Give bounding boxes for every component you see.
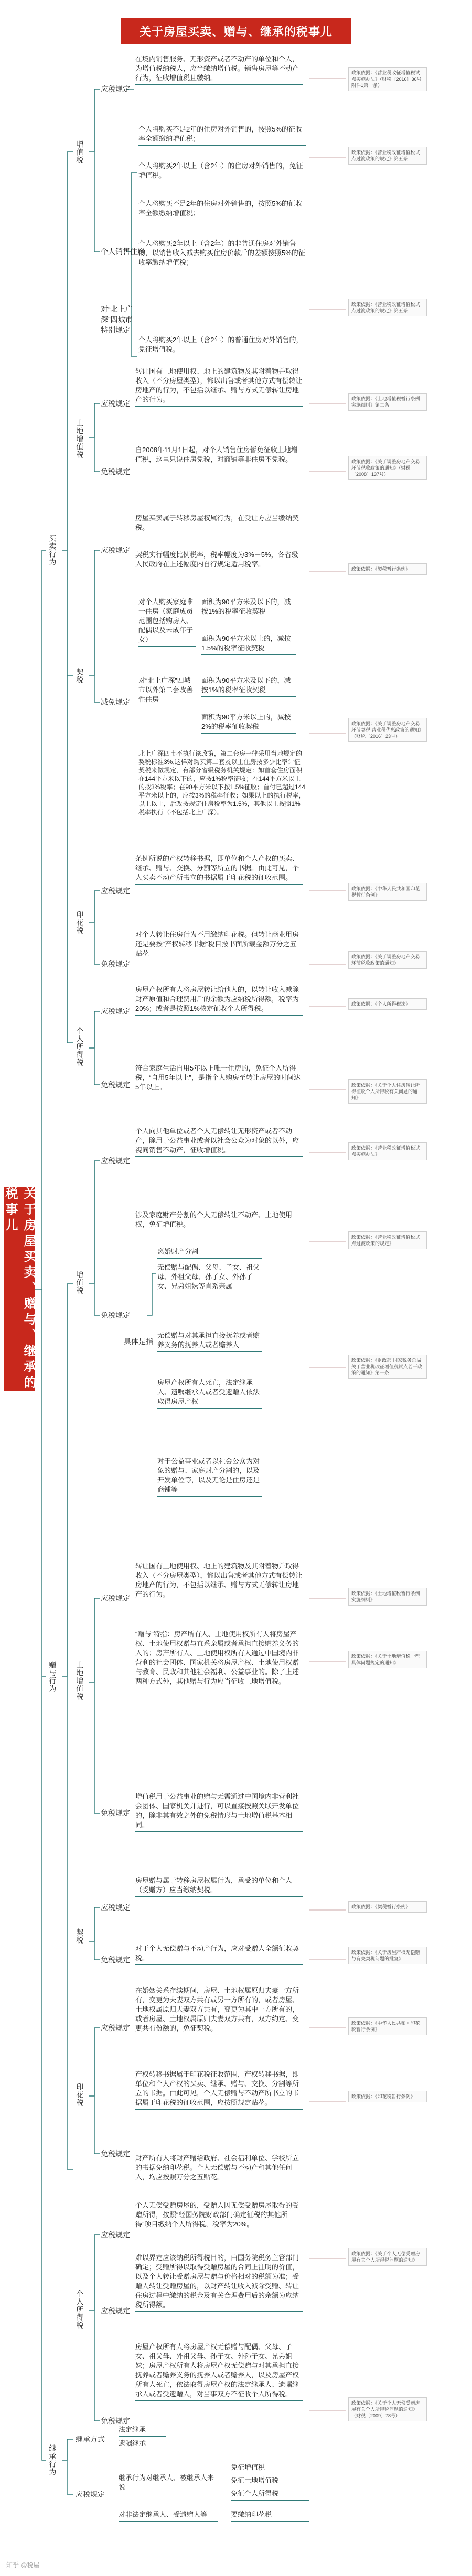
gift-vat-detail-label[interactable]: 具体是指 <box>124 1337 153 1346</box>
sale-deed-taxable-text1: 房屋买卖属于转移房屋权属行为，在受让方应当缴纳契税。 <box>135 514 303 534</box>
policy-note-7: 政策依据：《关于调整房地产交易环节契税 营业税优惠政策的通知》（财税〔2016〕23号） <box>348 718 427 742</box>
sale-deed-family-90: 面积为90平方米及以下的，减按1%的税率征收契税 <box>201 597 296 618</box>
sale-vat-exempt-2yr: 个人将购买2年以上（含2年）的住房对外销售的，免征增值税。 <box>138 161 306 182</box>
inherit-row1-right2: 免征土地增值税 <box>231 2476 309 2487</box>
gift-lvat-taxable-text: 转让国有土地使用权、地上的建筑物及其附着物并取得收入（不分房屋类型），都以出售或者其他方式有偿转让房地产的行为，不包括以继承、赠与方式无偿转让房地产的行为。 <box>135 1562 303 1601</box>
inherit-method-label[interactable]: 继承方式 <box>76 2435 105 2443</box>
sale-deed-second-label: 对“北上广深”四城市以外第二套改善性住房 <box>138 676 196 706</box>
gift-vat-public-label: 对于公益事业或者以社会公众为对象的赠与、家庭财产分割的，以及开发单位等，以及无论是住房还是商铺等 <box>157 1457 262 1497</box>
policy-note-4: 政策依据：《土地增值税暂行条例实施细则》第二条 <box>348 393 427 411</box>
sale-deed-reduced[interactable]: 减免规定 <box>101 698 130 706</box>
gift-deed-label[interactable]: 契税 <box>76 1928 84 1944</box>
inherit-row2-left: 对非法定继承人、受遗赠人等 <box>119 2510 218 2522</box>
gift-stamp-taxable[interactable]: 应税规定 <box>101 2024 130 2032</box>
policy-note-2: 政策依据：《营业税改征增值税试点过渡政策的规定》第五条 <box>348 147 427 165</box>
policy-note-14: 政策依据：《财政部 国家税务总局关于营业税改征增值税试点若干政策的通知》第一条 <box>348 1355 427 1379</box>
page-title: 关于房屋买卖、赠与、继承的税事儿 <box>121 18 351 44</box>
sale-deed-second-90: 面积为90平方米及以下的，减按1%的税率征收契税 <box>201 676 296 697</box>
branch-gift[interactable]: 赠与行为 <box>48 1661 57 1693</box>
sale-vat-taxable-text: 在境内销售服务、无形资产或者不动产的单位和个人，为增值税纳税人，应当缴纳增值税。销售房屋等不动产行为，征收增值税且缴纳。 <box>135 54 303 85</box>
gift-deed-taxable[interactable]: 应税规定 <box>101 1903 130 1912</box>
gift-iit-exempt-text: 房屋产权所有人将房屋产权无偿赠与配偶、父母、子女、祖父母、外祖父母、孙子女、外孙子女、兄弟姐妹；房屋产权所有人将房屋产权无偿赠与对其承担直接抚养或者赡养义务的抚养人或者赡养人，以及房屋产权所有人死亡，依法取得房屋产权的法定继承人、遗嘱继承人或者受遗赠人，对当事双方不征收个人所得税。 <box>135 2342 303 2401</box>
branch-inherit[interactable]: 继承行为 <box>48 2444 57 2476</box>
sale-lvat-exempt[interactable]: 免税规定 <box>101 467 130 476</box>
policy-note-22: 政策依据：《关于个人无偿受赠房屋有关个人所得税问题的通知》（财税〔2009〕78号） <box>348 2397 427 2421</box>
sale-stamp-label[interactable]: 印花税 <box>76 911 84 934</box>
policy-note-16: 政策依据：《关于土地增值税一些具体问题规定的通知》 <box>348 1651 427 1668</box>
gift-vat-taxable[interactable]: 应税规定 <box>101 1156 130 1165</box>
sale-iit-exempt[interactable]: 免税规定 <box>101 1080 130 1089</box>
sale-vat-label[interactable]: 增值税 <box>76 140 84 164</box>
inherit-row1-right3: 免征个人所得税 <box>231 2489 309 2501</box>
inherit-row1-left: 继承行为对继承人、被继承人来说 <box>119 2473 218 2494</box>
sale-deed-label[interactable]: 契税 <box>76 668 84 684</box>
gift-iit-taxable[interactable]: 应税规定 <box>101 2231 130 2239</box>
policy-note-19: 政策依据：《中华人民共和国印花税暂行条例》 <box>348 2017 427 2035</box>
sale-vat-bj-nonordinary: 个人将购买2年以上（含2年）的非普通住房对外销售的，以销售收入减去购买住房价款后的差额按照5%的征收率缴纳增值税； <box>138 239 306 269</box>
policy-note-10: 政策依据：《个人所得税法》 <box>348 998 427 1010</box>
sale-vat-bj-ordinary: 个人将购买2年以上（含2年）的普通住房对外销售的，免征增值税。 <box>138 335 306 356</box>
gift-vat-exempt[interactable]: 免税规定 <box>101 1311 130 1319</box>
gift-vat-exempt-text: 涉及家庭财产分割的个人无偿转让不动产、土地使用权，免征增值税。 <box>135 1210 303 1231</box>
gift-lvat-exempt-text2: 增值税用于公益事业的赠与无需通过中国境内非营利社会团体、国家机关并进行，可以直接按照关联开发单位的，除非其有效之外的免税情形与土地增值税基本相同。 <box>135 1792 303 1832</box>
policy-note-15: 政策依据：《土地增值税暂行条例实施细则》 <box>348 1588 427 1606</box>
policy-note-11: 政策依据：《关于个人住房转让所得征收个人所得税有关问题的通知》 <box>348 1079 427 1104</box>
policy-note-6: 政策依据：《契税暂行条例》 <box>348 563 427 575</box>
sale-vat-taxable[interactable]: 应税规定 <box>101 85 130 93</box>
sale-deed-taxable[interactable]: 应税规定 <box>101 546 130 554</box>
sale-vat-general: 个人将购买不足2年的住房对外销售的，按照5%的征收率全额缴纳增值税； <box>138 125 306 146</box>
gift-iit-taxable-text: 个人无偿受赠房屋的，受赠人因无偿受赠房屋取得的受赠所得，按照“经国务院财政部门确定征税的其他所得”项目缴纳个人所得税，税率为20%。 <box>135 2201 303 2231</box>
sale-vat-bj-under2: 个人将购买不足2年的住房对外销售的，按照5%的征收率全额缴纳增值税； <box>138 199 306 220</box>
gift-stamp-label[interactable]: 印花税 <box>76 2083 84 2106</box>
sale-stamp-taxable[interactable]: 应税规定 <box>101 887 130 895</box>
gift-deed-exempt[interactable]: 免税规定 <box>101 1956 130 1964</box>
policy-note-17: 政策依据：《契税暂行条例》 <box>348 1901 427 1913</box>
gift-lvat-taxable[interactable]: 应税规定 <box>101 1594 130 1602</box>
gift-iit-label[interactable]: 个人所得税 <box>76 2290 84 2329</box>
gift-vat-detail-1: 离婚财产分割 <box>157 1247 262 1259</box>
policy-note-20: 政策依据：《印花税暂行条例》 <box>348 2091 427 2102</box>
policy-note-12: 政策依据：《营业税改征增值税试点实施办法》 <box>348 1142 427 1160</box>
inherit-row1-right1: 免征增值税 <box>231 2463 309 2474</box>
policy-note-8: 政策依据：《中华人民共和国印花税暂行条例》 <box>348 883 427 901</box>
sale-deed-bj-text: 北上广深四市不执行该政策，第二套房一律采用当地规定的契税标准3%,这样对购买第二套及以上住房按多少比率计征契税来做规定，有部分省级税务机关规定：如首套住房面积在144平方米以下的，应按1%税率征收；在144平方米以上的按3%税率；在90平方米以下按1.5%征收；首付已超过144平方米以上的，应按3%的税率征收；如果以上的执行税率，以上以上，后改按规定住房税率为1.5%，其他以上按照1%税率执行（不包括北上广深）。 <box>138 749 306 818</box>
inherit-taxable-label[interactable]: 应税规定 <box>76 2490 105 2498</box>
gift-lvat-exempt[interactable]: 免税规定 <box>101 1809 130 1817</box>
sale-deed-second-over90: 面积为90平方米以上的，减按2%的税率征收契税 <box>201 713 296 734</box>
policy-note-13: 政策依据：《营业税改征增值税试点过渡政策的规定》 <box>348 1231 427 1249</box>
gift-stamp-exempt[interactable]: 免税规定 <box>101 2149 130 2158</box>
sale-deed-taxable-text2: 契税实行幅度比例税率，税率幅度为3%－5%，各省级人民政府在上述幅度内自行规定适用税率。 <box>135 550 303 571</box>
gift-stamp-exempt-text2: 财产所有人将财产赠给政府、社会福利单位、学校所立的书据免纳印花税。个人无偿赠与不动产和其他任何人，均应按照万分之五贴花。 <box>135 2154 303 2184</box>
gift-stamp-taxable-text: 在婚姻关系存续期间，房屋、土地权属原归夫妻一方所有，变更为夫妻双方共有或另一方所有的，或者房屋、土地权属原归夫妻双方共有，变更为其中一方所有的，或者房屋、土地权属原归夫妻双方共有，双方约定、变更共有份额的，免征契税。 <box>135 1986 303 2035</box>
sale-iit-label[interactable]: 个人所得税 <box>76 1027 84 1066</box>
sale-vat-beijing-label[interactable]: 对“北上广深”四城市特别规定 <box>101 305 133 334</box>
inherit-row2-right: 要缴纳印花税 <box>231 2510 309 2522</box>
gift-deed-exempt-text: 对于个人无偿赠与不动产行为，应对受赠人全额征收契税。 <box>135 1944 303 1965</box>
sale-stamp-exempt-text: 对个人转让住房行为不用缴纳印花税。但转让商业用房还是要按“产权转移书据”税目按书面所载金额万分之五贴花 <box>135 930 303 960</box>
gift-vat-detail-2: 无偿赠与配偶、父母、子女、祖父母、外祖父母、孙子女、外孙子女、兄弟姐妹等直系亲属 <box>157 1263 262 1293</box>
sale-iit-taxable[interactable]: 应税规定 <box>101 1007 130 1016</box>
gift-land-vat-label[interactable]: 土地增值税 <box>76 1661 84 1700</box>
gift-vat-detail-4: 房屋产权所有人死亡，法定继承人、遗嘱继承人或者受遗赠人依法取得房屋产权 <box>157 1378 262 1409</box>
gift-vat-label[interactable]: 增值税 <box>76 1271 84 1294</box>
policy-note-18: 政策依据：《关于房屋产权无偿赠与有关契税问题的批复》 <box>348 1947 427 1964</box>
sale-vat-individual[interactable]: 个人销售住房 <box>101 247 145 256</box>
sale-deed-family-over90: 面积为90平方米以上的，减按1.5%的税率征收契税 <box>201 634 296 655</box>
inherit-method-will: 遗嘱继承 <box>119 2439 166 2450</box>
watermark: 知乎 @税屋 <box>6 2561 40 2569</box>
sale-stamp-text1: 条例所说的产权转移书据，即单位和个人产权的买卖、继承、赠与、交换、分割等所立的书据。由此可见，个人买卖不动产所书立的书据属于印花税的征收范围。 <box>135 854 303 885</box>
inherit-method-legal: 法定继承 <box>119 2425 166 2437</box>
gift-iit-exempt[interactable]: 免税规定 <box>101 2417 130 2425</box>
sale-iit-taxable-text: 房屋产权所有人将房屋转让给他人的，以转让收入减除财产原值和合理费用后的余额为应纳税所得额，税率为20%；或者是按照1%核定征收个人所得税。 <box>135 985 303 1016</box>
sale-lvat-taxable[interactable]: 应税规定 <box>101 399 130 408</box>
gift-vat-taxable-text: 个人向其他单位或者个人无偿转让无形资产或者不动产，除用于公益事业或者以社会公众为对象的以外，应视同销售不动产，征收增值税。 <box>135 1127 303 1157</box>
gift-iit-reduced-text: 难以界定应该纳税所得税目的，由国务院税务主管部门确定；受赠所得以取得受赠房屋的合同上注明的价值，以及个人转让受赠房屋与赠与价格相对的税额为准；受赠人转让受赠房屋的，以财产转让收入减除受赠、转让住房过程中缴纳的税金及有关合理费用后的余额为应纳税所得额。 <box>135 2253 303 2312</box>
policy-note-5: 政策依据：《关于调整房地产交易环节税收政策的通知》（财税〔2008〕137号） <box>348 456 427 480</box>
sale-lvat-exempt-text: 自2008年11月1日起，对个人销售住房暂免征收土地增值税，这里只说住房免税，对商铺等非住房不免税。 <box>135 445 303 466</box>
policy-note-1: 政策依据：《营业税改征增值税试点实施办法》（财税〔2016〕36号附件1第一条） <box>348 67 427 91</box>
sale-land-vat-label[interactable]: 土地增值税 <box>76 419 84 459</box>
sale-deed-family-label: 对个人购买家庭唯一住房（家庭成员范围包括购房人、配偶以及未成年子女） <box>138 597 196 647</box>
gift-lvat-exempt-text: “赠与”特指：房产所有人、土地使用权所有人将房屋产权、土地使用权赠与直系亲属或者承担直接赡养义务的人的；房产所有人、土地使用权所有人通过中国境内非营利的社会团体、国家机关将房屋产权、土地使用权赠与教育、民政和其他社会福利、公益事业的。除了上述两种方式外，其他赠与行为应当征收土地增值税。 <box>135 1630 303 1688</box>
policy-note-3: 政策依据：《营业税改征增值税试点过渡政策的规定》第五条 <box>348 299 427 316</box>
policy-note-9: 政策依据：《关于调整房地产交易环节税收政策的通知》 <box>348 951 427 969</box>
root-topic[interactable]: 关于房屋买卖、赠与、继承的税事儿 <box>3 1187 36 1391</box>
sale-stamp-exempt[interactable]: 免税规定 <box>101 960 130 968</box>
gift-deed-taxable-text: 房屋赠与属于转移房屋权属行为，承受的单位和个人（受赠方）应当缴纳契税。 <box>135 1876 303 1897</box>
branch-sale[interactable]: 买卖行为 <box>48 534 57 566</box>
policy-note-21: 政策依据：《关于个人无偿受赠房屋有关个人所得税问题的通知》 <box>348 2248 427 2266</box>
gift-iit-reduced[interactable]: 应税规定 <box>101 2307 130 2315</box>
sale-iit-exempt-text: 符合家庭生活自用5年以上唯一住房的，免征个人所得税，“自用5年以上”，是指个人购房至转让房屋的时间达5年以上。 <box>135 1064 303 1094</box>
gift-stamp-exempt-text: 产权转移书据属于印花税征收范围，产权转移书据，即单位和个人产权的买卖、继承、赠与、交换、分割等所立的书据。由此可见，个人无偿赠与不动产所书立的书据属于印花税的征收范围，应按照规定贴花。 <box>135 2070 303 2110</box>
gift-vat-detail-3: 无偿赠与对其承担直接抚养或者赡养义务的抚养人或者赡养人 <box>157 1331 262 1352</box>
sale-lvat-text: 转让国有土地使用权、地上的建筑物及其附着物并取得收入（不分房屋类型），都以出售或者其他方式有偿转让房地产的行为，不包括以继承、赠与方式无偿转让房地产的行为。 <box>135 367 303 407</box>
